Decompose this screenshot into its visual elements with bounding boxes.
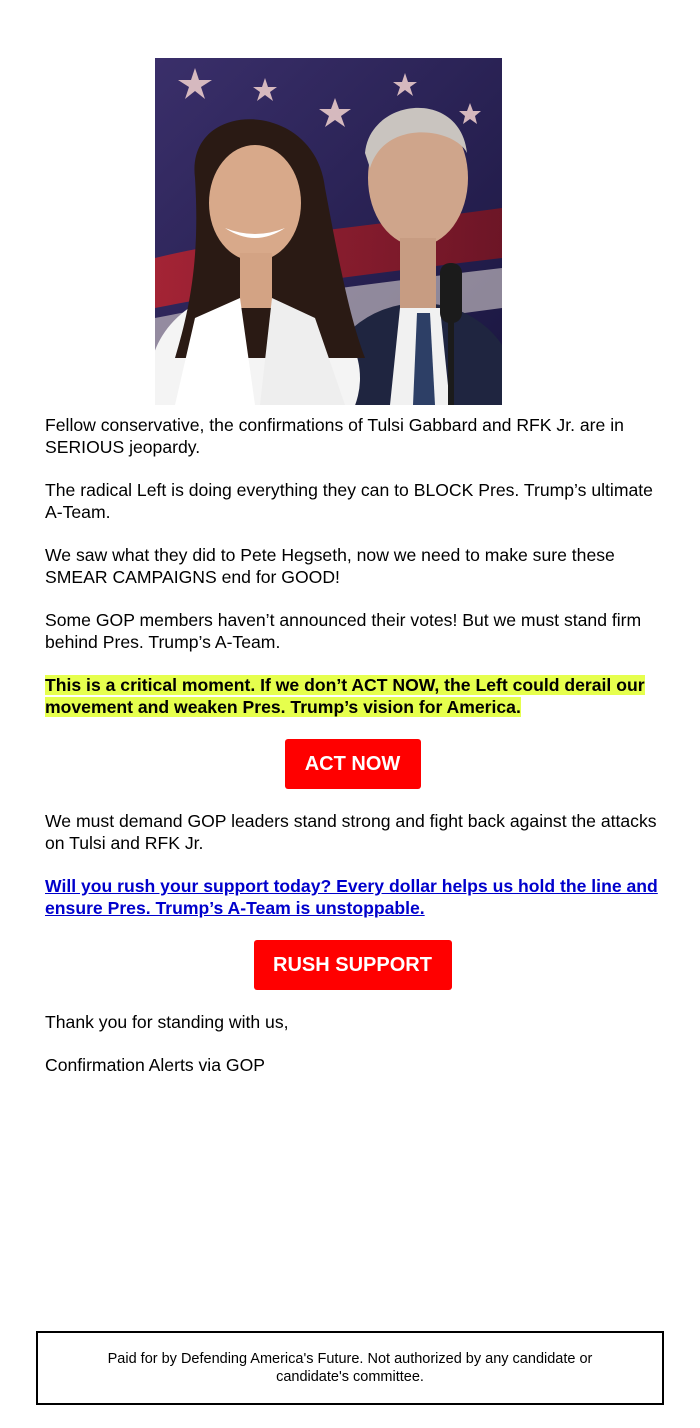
email-body (45, 414, 660, 1097)
act-now-wrap (45, 739, 660, 789)
paragraph-intro: Fellow conservative, the confirmations of Tulsi Gabbard and RFK Jr. are in SERIOUS jeopardy. (45, 415, 624, 457)
hero-photo-illustration (155, 58, 502, 405)
paid-for-disclaimer: Paid for by Defending America's Future. Not authorized by any candidate or candidate's committee. (107, 1351, 593, 1385)
paragraph-support-link (45, 875, 660, 919)
signature: Confirmation Alerts via GOP (45, 1055, 265, 1075)
paragraph-demand: We must demand GOP leaders stand strong and fight back against the attacks on Tulsi and RFK Jr. (45, 811, 657, 853)
rush-support-button[interactable]: RUSH SUPPORT (254, 940, 452, 990)
paragraph-closing: Thank you for standing with us, (45, 1012, 289, 1032)
paragraph-hegseth: We saw what they did to Pete Hegseth, now we need to make sure these SMEAR CAMPAIGNS end for GOOD! (45, 545, 615, 587)
highlight-text: This is a critical moment. If we don’t ACT NOW, the Left could derail our movement and weaken Pres. Trump’s vision for America. (45, 675, 645, 717)
rush-support-wrap (45, 940, 660, 990)
paragraph-gop-members: Some GOP members haven’t announced their votes! But we must stand firm behind Pres. Trump’s A-Team. (45, 610, 642, 652)
paragraph-radical-left: The radical Left is doing everything they can to BLOCK Pres. Trump’s ultimate A-Team. (45, 480, 653, 522)
paid-for-disclaimer-box (36, 1331, 664, 1405)
hero-image (155, 58, 502, 405)
act-now-button[interactable]: ACT NOW (285, 739, 421, 789)
support-link[interactable]: Will you rush your support today? Every dollar helps us hold the line and ensure Pres. Trump’s A-Team is unstoppable. (45, 876, 658, 918)
paragraph-highlight (45, 674, 660, 718)
